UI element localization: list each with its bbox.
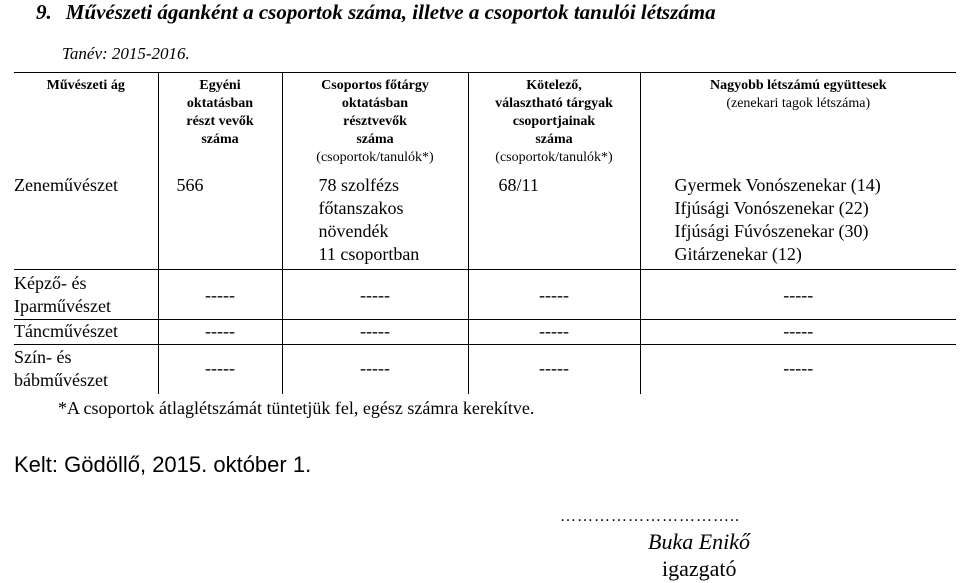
signature-line: …………………………..	[560, 508, 740, 525]
ensemble-item: Gitárzenekar (12)	[674, 243, 802, 264]
row-individual: -----	[158, 270, 282, 320]
school-year: Tanév: 2015-2016.	[62, 44, 190, 63]
header-individual: Egyéni oktatásban részt vevők száma	[158, 73, 282, 171]
header-ensembles: Nagyobb létszámú együttesek (zenekari tagok létszáma)	[640, 73, 956, 171]
ensemble-item: Ifjúsági Fúvószenekar (30)	[674, 220, 869, 241]
document-heading	[36, 0, 716, 25]
header-elective: Kötelező, választható tárgyak csoportjainak száma (csoportok/tanulók*)	[468, 73, 640, 171]
ensemble-item: Gyermek Vonószenekar (14)	[674, 174, 881, 195]
row-ensembles	[640, 171, 956, 270]
row-ensembles: -----	[640, 270, 956, 320]
signatory-name: Buka Enikő	[648, 529, 751, 554]
row-ensembles: -----	[640, 320, 956, 345]
statistics-table	[14, 72, 956, 394]
footnote: *A csoportok átlaglétszámát tüntetjük fel, egész számra kerekítve.	[58, 398, 535, 418]
heading-text: Művészeti áganként a csoportok száma, illetve a csoportok tanulói létszáma	[65, 0, 716, 24]
row-group-main: -----	[282, 345, 468, 394]
row-group-main: -----	[282, 270, 468, 320]
row-elective: -----	[468, 345, 640, 394]
signatory-title: igazgató	[662, 556, 737, 581]
ensemble-item: Ifjúsági Vonószenekar (22)	[674, 197, 869, 218]
row-branch: Képző- és Iparművészet	[14, 270, 158, 320]
date-line: Kelt: Gödöllő, 2015. október 1.	[14, 452, 312, 477]
heading-number: 9.	[36, 0, 52, 24]
row-individual: -----	[158, 320, 282, 345]
row-branch: Zeneművészet	[14, 171, 158, 270]
row-group-main: 78 szolfézs főtanszakos növendék 11 csoportban	[282, 171, 468, 270]
row-branch: Táncművészet	[14, 320, 158, 345]
row-ensembles: -----	[640, 345, 956, 394]
header-group-main: Csoportos főtárgy oktatásban résztvevők száma (csoportok/tanulók*)	[282, 73, 468, 171]
row-elective: -----	[468, 270, 640, 320]
row-group-main: -----	[282, 320, 468, 345]
row-individual: -----	[158, 345, 282, 394]
row-branch: Szín- és bábművészet	[14, 345, 158, 394]
table-row	[14, 171, 956, 270]
row-elective: -----	[468, 320, 640, 345]
header-branch: Művészeti ág	[14, 73, 158, 171]
table-row	[14, 345, 956, 394]
row-elective: 68/11	[468, 171, 640, 270]
table-row	[14, 320, 956, 345]
table-row	[14, 270, 956, 320]
row-individual: 566	[158, 171, 282, 270]
table-header-row	[14, 73, 956, 171]
